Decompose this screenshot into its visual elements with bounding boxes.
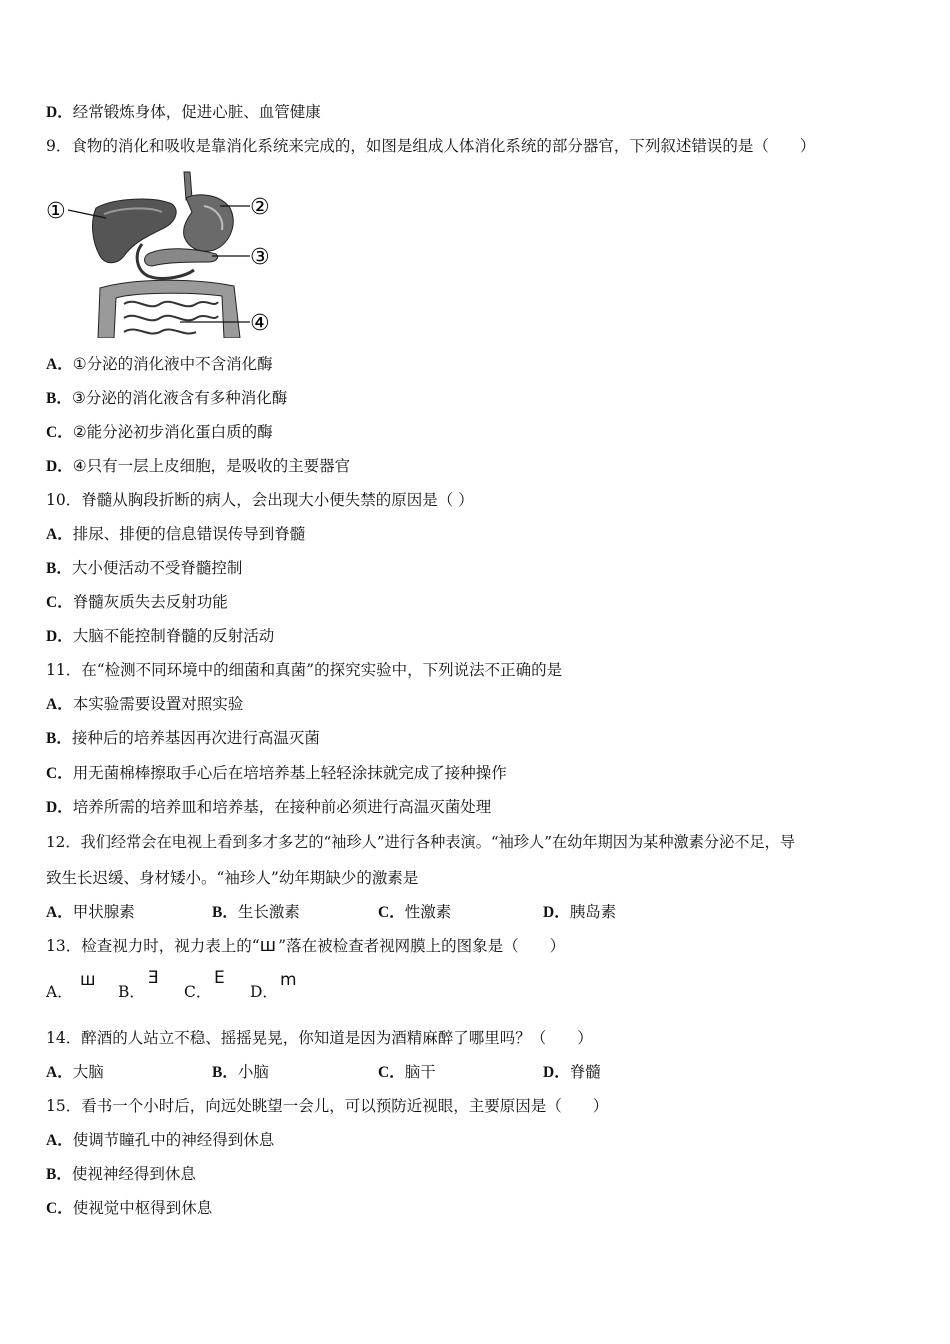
q11-option-b [46,728,320,749]
q12-stem-line2: 致生长迟缓、身材矮小。“袖珍人”幼年期缺少的激素是 [46,869,419,887]
option-text: ②能分泌初步消化蛋白质的酶 [72,423,273,441]
q13-stem-after: ”落在被检查者视网膜上的图象是（ ） [278,937,566,955]
option-text: 小脑 [237,1063,269,1081]
digestive-organs-figure [44,170,274,338]
option-letter: D． [46,458,73,475]
option-text: 大小便活动不受脊髓控制 [71,559,243,577]
q11-option-c [46,763,507,784]
option-text: 本实验需要设置对照实验 [72,695,244,713]
option-letter: C． [46,1200,73,1217]
q13-option-c-glyph: E [214,968,225,988]
option-text: 使视神经得到休息 [71,1165,196,1183]
option-letter: C． [378,1064,405,1081]
option-letter: B． [212,1064,238,1081]
q15-option-a [46,1130,274,1151]
q12-option-c [378,902,451,923]
q11-option-d [46,797,491,818]
option-letter: B． [212,904,238,921]
option-text: 培养所需的培养皿和培养基，在接种前必须进行高温灭菌处理 [72,798,492,816]
q13-option-a-glyph: ш [80,970,96,990]
option-letter: A． [46,1064,73,1081]
option-letter: A． [46,696,73,713]
q11-stem: 11．在“检测不同环境中的细菌和真菌”的探究实验中，下列说法不正确的是 [46,661,563,679]
option-text: 脑干 [404,1063,436,1081]
figure-label-4: ④ [250,311,270,336]
option-text: 排尿、排便的信息错误传导到脊髓 [72,525,306,543]
pancreas-shape [145,249,218,266]
option-letter: D． [46,799,73,816]
q12-option-b [212,902,300,923]
option-letter: B． [46,730,72,747]
option-letter: B． [46,560,72,577]
option-text: 胰岛素 [569,903,617,921]
option-letter: C． [46,765,73,782]
q9-option-d [46,456,350,477]
stomach-shape [184,195,234,251]
q13-stem [46,936,565,956]
option-letter: A． [46,526,73,543]
q14-option-c [378,1062,436,1083]
q13-option-b-glyph: Ǝ [148,968,159,988]
q12-stem-line1: 12．我们经常会在电视上看到多才多艺的“袖珍人”进行各种表演。“袖珍人”在幼年期因为某种激素分泌不足，导 [46,833,796,851]
q10-stem: 10．脊髓从胸段折断的病人，会出现大小便失禁的原因是（ ） [46,491,474,509]
option-letter: A． [46,356,73,373]
option-letter: B． [46,1166,72,1183]
figure-label-1: ① [46,199,66,224]
q13-option-d-letter: D． [250,983,278,1001]
option-letter: D． [46,628,73,645]
q13-option-c-letter: C． [184,983,212,1001]
q13-option-b-letter: B． [118,983,145,1001]
option-text: ①分泌的消化液中不含消化酶 [72,355,273,373]
option-text: 脊髓 [569,1063,601,1081]
q14-option-d [543,1062,601,1083]
option-text: 大脑不能控制脊髓的反射活动 [72,627,275,645]
option-letter: B． [46,390,72,407]
option-text: 甲状腺素 [72,903,135,921]
q13-option-d-glyph: m [280,970,297,990]
q15-option-c [46,1198,212,1219]
option-text: 大脑 [72,1063,104,1081]
q10-option-c [46,592,228,613]
option-letter: A． [46,904,73,921]
option-text: 经常锻炼身体，促进心脏、血管健康 [72,103,321,121]
q14-option-b [212,1062,269,1083]
q15-stem: 15．看书一个小时后，向远处眺望一会儿，可以预防近视眼，主要原因是（ ） [46,1097,609,1115]
option-letter: C． [378,904,405,921]
prev-option-d [46,102,321,123]
option-text: 性激素 [404,903,452,921]
q10-option-d [46,626,274,647]
option-letter: D． [543,904,570,921]
option-text: 生长激素 [237,903,300,921]
option-letter: D． [543,1064,570,1081]
option-letter: A． [46,1132,73,1149]
option-text: 接种后的培养基因再次进行高温灭菌 [71,729,320,747]
q9-stem: 9．食物的消化和吸收是靠消化系统来完成的，如图是组成人体消化系统的部分器官，下列叙述错误的是（ ） [46,137,816,155]
q15-option-b [46,1164,196,1185]
q10-option-b [46,558,242,579]
q12-option-d [543,902,616,923]
option-text: 用无菌棉棒擦取手心后在培培养基上轻轻涂抹就完成了接种操作 [72,764,507,782]
q14-stem: 14．醉酒的人站立不稳、摇摇晃晃，你知道是因为酒精麻醉了哪里吗？（ ） [46,1029,593,1047]
option-text: 脊髓灰质失去反射功能 [72,593,228,611]
q13-stem-before: 13．检查视力时，视力表上的“ [46,937,260,955]
q10-option-a [46,524,305,545]
option-letter: C． [46,424,73,441]
figure-label-3: ③ [250,245,270,270]
q13-option-a-letter: A． [46,983,73,1001]
q9-option-c [46,422,273,443]
option-letter: C． [46,594,73,611]
option-text: ④只有一层上皮细胞，是吸收的主要器官 [72,457,351,475]
figure-label-2: ② [250,195,270,220]
q9-option-a [46,354,273,375]
q9-option-b [46,388,287,409]
option-text: 使调节瞳孔中的神经得到休息 [72,1131,275,1149]
q14-option-a [46,1062,104,1083]
option-text: ③分泌的消化液含有多种消化酶 [71,389,288,407]
e-chart-symbol: ш [259,935,279,956]
q11-option-a [46,694,243,715]
option-letter: D． [46,104,73,121]
option-text: 使视觉中枢得到休息 [72,1199,213,1217]
small-intestine-shape [124,302,218,334]
q12-option-a [46,902,135,923]
